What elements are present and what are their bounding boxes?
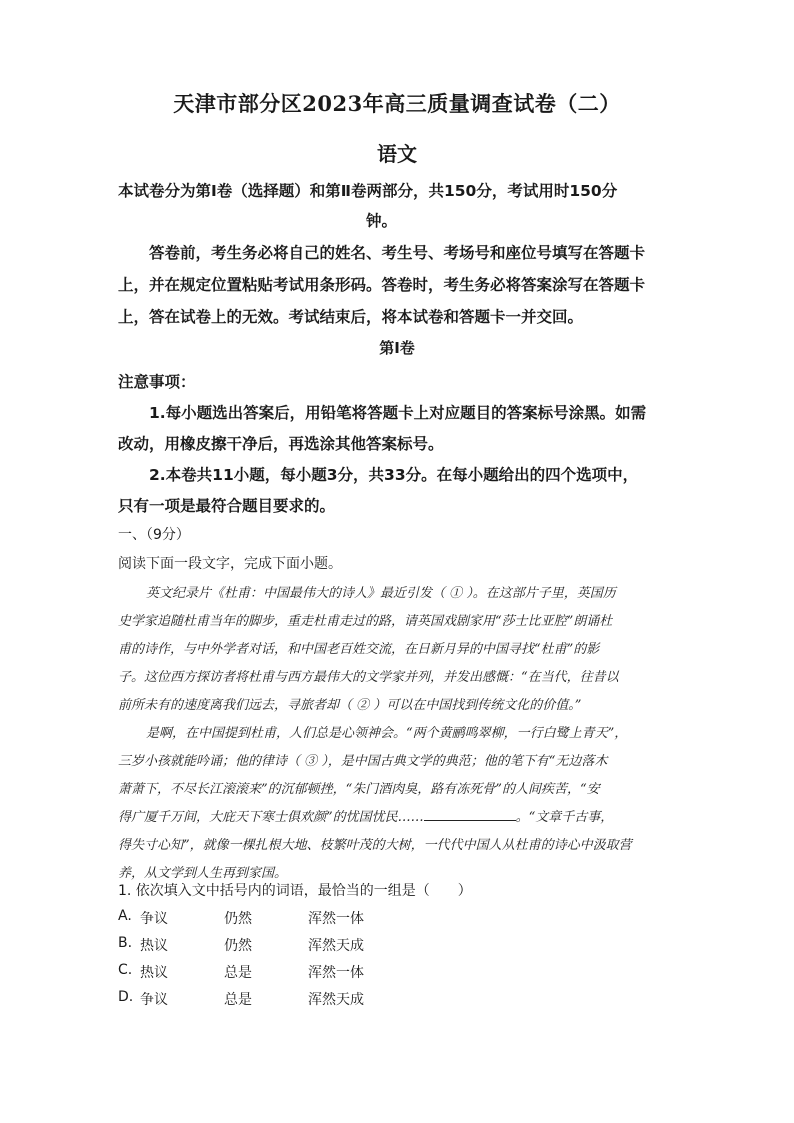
intro-line-1: 本试卷分为第Ⅰ卷（选择题）和第Ⅱ卷两部分，共150分，考试用时150分 — [118, 182, 618, 200]
option-letter: B. — [118, 935, 133, 951]
notice-1-line-2: 改动，用橡皮擦干净后，再选涂其他答案标号。 — [118, 435, 444, 453]
fill-blank — [424, 808, 516, 821]
notice-1-line-1: 1.每小题选出答案后，用铅笔将答题卡上对应题目的答案标号涂黑。如需 — [149, 404, 647, 422]
passage-line: 萧萧下，不尽长江滚滚来”的沉郁顿挫，“朱门酒肉臭，路有冻死骨”的人间疾苦，“安 — [118, 782, 600, 797]
notice-2-line-2: 只有一项是最符合题目要求的。 — [118, 497, 336, 515]
option-word-3: 浑然一体 — [308, 965, 364, 981]
notice-title: 注意事项： — [118, 373, 196, 391]
option-word-2: 总是 — [224, 965, 252, 981]
option-letter: C. — [118, 962, 133, 978]
option-letter: D. — [118, 989, 134, 1005]
section-label: 第Ⅰ卷 — [379, 339, 415, 357]
option-word-1: 争议 — [140, 992, 168, 1008]
option-word-3: 浑然天成 — [308, 992, 364, 1008]
option-word-1: 争议 — [140, 911, 168, 927]
option-word-3: 浑然一体 — [308, 911, 364, 927]
option-word-2: 总是 — [224, 992, 252, 1008]
intro-line-3: 答卷前，考生务必将自己的姓名、考生号、考场号和座位号填写在答题卡 — [149, 244, 646, 262]
option-word-3: 浑然天成 — [308, 938, 364, 954]
subject-title: 语文 — [377, 142, 417, 166]
passage-line: 甫的诗作，与中外学者对话，和中国老百姓交流，在日新月异的中国寻找“杜甫”的影 — [118, 642, 600, 657]
passage-line: 史学家追随杜甫当年的脚步，重走杜甫走过的路，请英国戏剧家用“莎士比亚腔”朗诵杜 — [118, 614, 613, 629]
intro-line-2: 钟。 — [366, 212, 398, 230]
passage-line-text: 得广厦千万间，大庇天下寒士俱欢颜”的忧国忧民…… — [118, 810, 424, 825]
passage-line: 三岁小孩就能吟诵；他的律诗（ ③ ），是中国古典文学的典范；他的笔下有“无边落木 — [118, 754, 608, 769]
exam-page: 天津市部分区2023年高三质量调查试卷（二） 语文 本试卷分为第Ⅰ卷（选择题）和第Ⅱ卷两部分，共150分，考试用时150分 钟。 答卷前，考生务必将自己的姓名、考生号、考场号和座位号填写在答题卡 上，并在规定位置粘贴考试用条形码。答卷时，考生务必将答案涂写在答题卡 上，答在试卷上的无效。考试结束后，将本试卷和答题卡一并交回。 第Ⅰ卷 注意事项： 1.每小题选出答案后，用铅笔将答题卡上对应题目的答案标号涂黑。如需 改动，用橡皮擦干净后，再选涂其他答案标号。 2.本卷共11小题，每小题3分，共33分。在每小题给出的四个选项中， 只有一项是最符合题目要求的。 一、（9分） 阅读下面一段文字，完成下面小题。 英文纪录片《杜甫：中国最伟大的诗人》最近引发（ ① ）。在这部片子里，英国历 史学家追随杜甫当年的脚步，重走杜甫走过的路，请英国戏剧家用“莎士比亚腔”朗诵杜 甫的诗作，与中外学者对话，和中国老百姓交流，在日新月异的中国寻找“杜甫”的影 子。这位西方探访者将杜甫与西方最伟大的文学家并列，并发出感慨：“在当代，往昔以 前所未有的速度离我们远去，寻旅者却（ ② ）可以在中国找到传统文化的价值。” 是啊，在中国提到杜甫，人们总是心领神会。“两个黄鹂鸣翠柳，一行白鹭上青天”， 三岁小孩就能吟诵；他的律诗（ ③ ），是中国古典文学的典范；他的笔下有“无边落木 萧萧下，不尽长江滚滚来”的沉郁顿挫，“朱门酒肉臭，路有冻死骨”的人间疾苦，“安 得广厦千万间，大庇天下寒士俱欢颜”的忧国忧民…… 。“文章千古事， 得失寸心知”，就像一棵扎根大地、枝繁叶茂的大树，一代代中国人从杜甫的诗心中汲取营 养，从文学到人生再到家国。 1. 依次填入文中括号内的词语，最恰当的一组是（ ） A. 争议 仍然 浑然一体 B. 热议 仍然 浑然天成 C. 热议 总是 浑然一体 D. 争议 总是 浑然天成 — [0, 0, 794, 1123]
option-word-2: 仍然 — [224, 938, 252, 954]
intro-line-4: 上，并在规定位置粘贴考试用条形码。答卷时，考生务必将答案涂写在答题卡 — [118, 276, 646, 294]
passage-line: 英文纪录片《杜甫：中国最伟大的诗人》最近引发（ ① ）。在这部片子里，英国历 — [146, 586, 616, 601]
option-word-1: 热议 — [140, 965, 168, 981]
passage-line: 子。这位西方探访者将杜甫与西方最伟大的文学家并列，并发出感慨：“在当代，往昔以 — [118, 670, 619, 685]
passage-line-text: 。“文章千古事， — [515, 810, 614, 825]
option-word-2: 仍然 — [224, 911, 252, 927]
exam-title: 天津市部分区2023年高三质量调查试卷（二） — [173, 91, 621, 116]
passage-line — [118, 806, 613, 825]
option-word-1: 热议 — [140, 938, 168, 954]
passage-line: 养，从文学到人生再到家国。 — [118, 866, 288, 881]
passage-line: 前所未有的速度离我们远去，寻旅者却（ ② ）可以在中国找到传统文化的价值。” — [118, 698, 582, 713]
intro-line-5: 上，答在试卷上的无效。考试结束后，将本试卷和答题卡一并交回。 — [118, 308, 584, 326]
option-letter: A. — [118, 908, 132, 924]
passage-line: 得失寸心知”，就像一棵扎根大地、枝繁叶茂的大树，一代代中国人从杜甫的诗心中汲取营 — [118, 838, 632, 853]
notice-2-line-1: 2.本卷共11小题，每小题3分，共33分。在每小题给出的四个选项中， — [149, 466, 639, 484]
passage-line: 是啊，在中国提到杜甫，人们总是心领神会。“两个黄鹂鸣翠柳，一行白鹭上青天”， — [146, 726, 628, 741]
